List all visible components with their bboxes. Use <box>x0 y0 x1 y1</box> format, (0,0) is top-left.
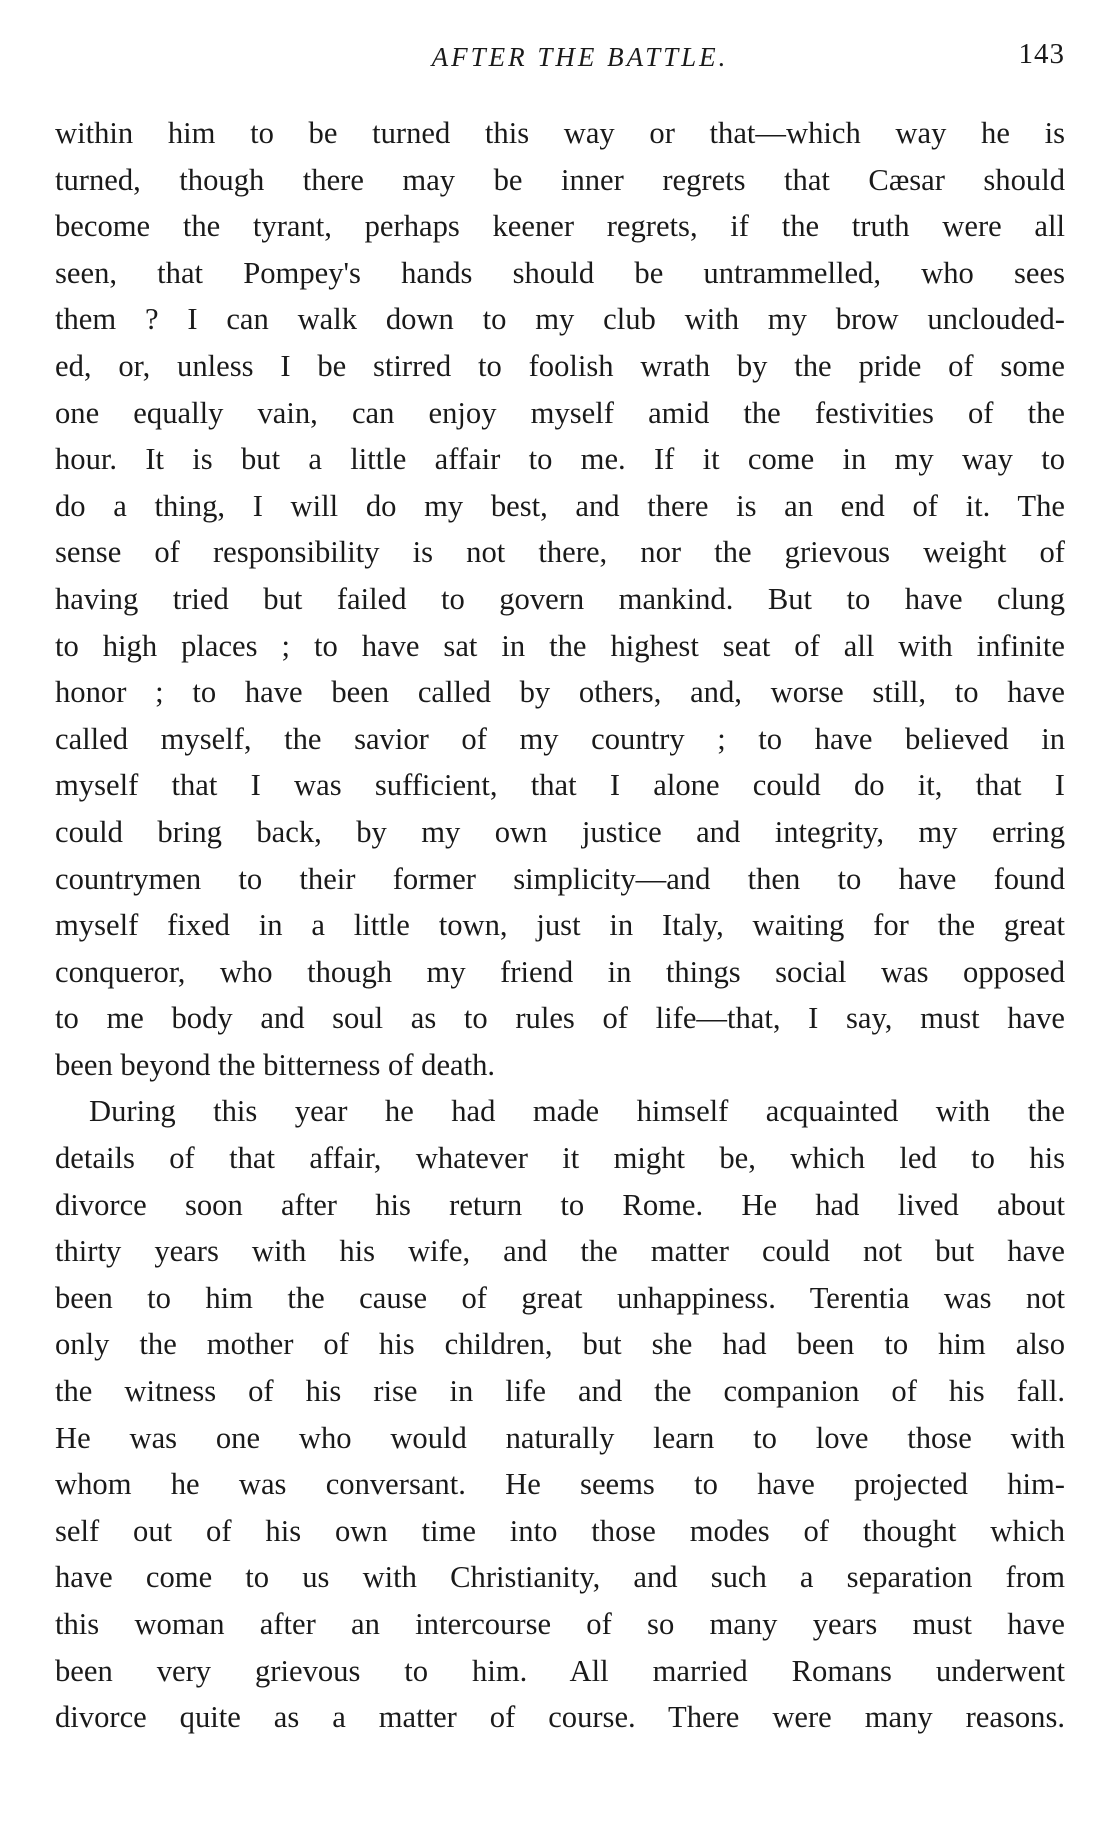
text-line: within him to be turned this way or that—which way he is <box>55 116 1065 150</box>
text-line: been to him the cause of great unhappiness. Terentia was not <box>55 1280 1065 1315</box>
text-line: ed, or, unless I be stirred to foolish wrath by the pride of some <box>55 348 1065 383</box>
text-line: them ? I can walk down to my club with my brow unclouded- <box>55 302 1065 337</box>
text-line: honor ; to have been called by others, and, worse still, to have <box>55 675 1065 710</box>
text-line: called myself, the savior of my country ; to have believed in <box>55 721 1065 756</box>
text-line: been very grievous to him. All married Romans underwent <box>55 1653 1065 1688</box>
text-line: He was one who would naturally learn to love those with <box>55 1420 1065 1455</box>
text-line: become the tyrant, perhaps keener regrets, if the truth were all <box>55 209 1065 244</box>
book-page <box>55 38 1065 1741</box>
running-head <box>55 38 1065 88</box>
paragraph-1 <box>55 110 1065 1088</box>
text-line: only the mother of his children, but she had been to him also <box>55 1327 1065 1362</box>
text-line: During this year he had made himself acquainted with the <box>89 1094 1065 1129</box>
text-line: hour. It is but a little affair to me. If it come in my way to <box>55 442 1065 477</box>
text-line: self out of his own time into those modes of thought which <box>55 1513 1065 1548</box>
page-number: 143 <box>1018 38 1065 70</box>
text-line: been beyond the bitterness of death. <box>55 1047 496 1082</box>
text-line: have come to us with Christianity, and such a separation from <box>55 1560 1065 1595</box>
text-line: could bring back, by my own justice and integrity, my erring <box>55 814 1065 849</box>
text-line: seen, that Pompey's hands should be untrammelled, who sees <box>55 255 1065 290</box>
text-line: countrymen to their former simplicity—and then to have found <box>55 861 1065 896</box>
text-line: details of that affair, whatever it might be, which led to his <box>55 1141 1065 1176</box>
text-line: whom he was conversant. He seems to have projected him- <box>55 1467 1065 1502</box>
text-line: this woman after an intercourse of so many years must have <box>55 1607 1065 1641</box>
text-line: turned, though there may be inner regrets that Cæsar should <box>55 162 1065 197</box>
text-line: one equally vain, can enjoy myself amid the festivities of the <box>55 395 1065 430</box>
text-line: to me body and soul as to rules of life—that, I say, must have <box>55 1001 1065 1036</box>
text-line: sense of responsibility is not there, nor the grievous weight of <box>55 535 1065 570</box>
paragraph-2 <box>55 1088 1065 1740</box>
body-text <box>55 110 1065 1741</box>
text-line: to high places ; to have sat in the highest seat of all with infinite <box>55 628 1065 663</box>
text-line: do a thing, I will do my best, and there is an end of it. The <box>55 488 1065 523</box>
text-line: divorce soon after his return to Rome. He had lived about <box>55 1187 1065 1222</box>
text-line: myself fixed in a little town, just in Italy, waiting for the great <box>55 908 1065 943</box>
text-line: conqueror, who though my friend in things social was opposed <box>55 954 1065 989</box>
text-line: having tried but failed to govern mankind. But to have clung <box>55 581 1065 616</box>
text-line: the witness of his rise in life and the companion of his fall. <box>55 1374 1065 1409</box>
text-line: divorce quite as a matter of course. There were many reasons. <box>55 1700 1065 1735</box>
text-line: myself that I was sufficient, that I alone could do it, that I <box>55 768 1065 803</box>
running-title: AFTER THE BATTLE. <box>431 42 729 72</box>
text-line: thirty years with his wife, and the matter could not but have <box>55 1234 1065 1269</box>
